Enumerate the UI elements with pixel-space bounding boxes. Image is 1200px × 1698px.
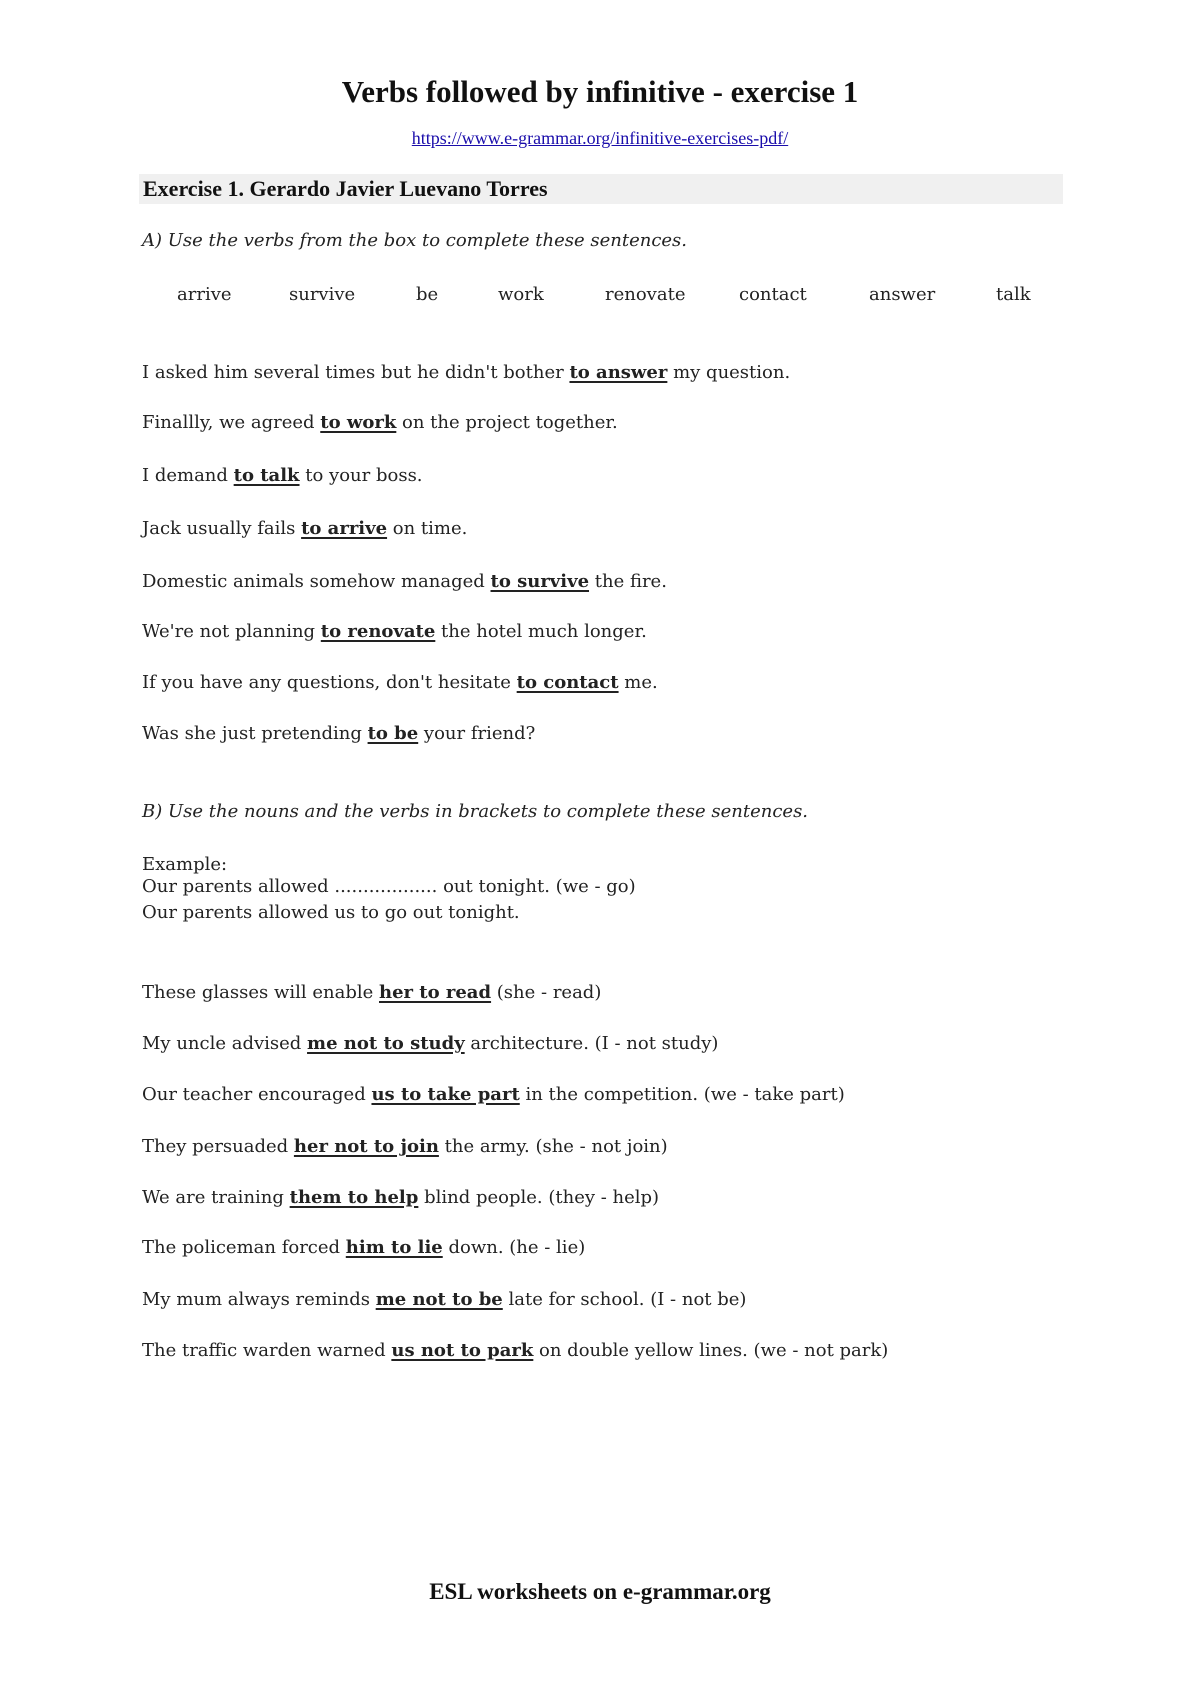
part-a-sentence-4: [142, 517, 467, 541]
sentence-text: on the project together.: [396, 412, 618, 433]
sentence-text: the army. (she - not join): [438, 1136, 668, 1157]
answer-text: to contact: [516, 672, 619, 693]
part-a-sentence-6: [142, 620, 647, 644]
answer-text: to arrive: [301, 518, 388, 539]
word-box-item: work: [498, 284, 544, 305]
example-label: Example:: [142, 854, 228, 875]
answer-text: us to take part: [371, 1084, 520, 1105]
verb-word-box: [142, 284, 1062, 310]
exercise-header: Exercise 1. Gerardo Javier Luevano Torres: [139, 174, 1063, 204]
answer-text: to renovate: [320, 621, 436, 642]
word-box-item: arrive: [177, 284, 232, 305]
page-title: Verbs followed by infinitive - exercise 1: [341, 74, 859, 109]
example-answer: Our parents allowed us to go out tonight.: [142, 902, 520, 923]
page-footer: ESL worksheets on e-grammar.org: [429, 1579, 771, 1604]
part-a-sentence-1: [142, 361, 790, 385]
answer-text: her to read: [379, 982, 492, 1003]
sentence-text: I demand: [142, 465, 234, 486]
sentence-text: We are training: [142, 1187, 290, 1208]
sentence-text: If you have any questions, don't hesitate: [142, 672, 517, 693]
word-box-item: survive: [289, 284, 356, 305]
answer-text: to talk: [233, 465, 300, 486]
word-box-item: renovate: [605, 284, 686, 305]
answer-text: her not to join: [293, 1136, 439, 1157]
sentence-text: My mum always reminds: [142, 1289, 376, 1310]
word-box-item: contact: [739, 284, 807, 305]
part-a-sentence-2: [142, 411, 618, 435]
part-b-sentence-3: [142, 1083, 845, 1107]
sentence-text: The policeman forced: [142, 1237, 346, 1258]
sentence-text: blind people. (they - help): [418, 1187, 660, 1208]
sentence-text: late for school. (I - not be): [502, 1289, 747, 1310]
sentence-text: We're not planning: [142, 621, 321, 642]
sentence-text: I asked him several times but he didn't bother: [142, 362, 570, 383]
source-link[interactable]: https://www.e-grammar.org/infinitive-exercises-pdf/: [411, 128, 789, 148]
part-a-sentence-7: [142, 671, 658, 695]
answer-text: to survive: [490, 571, 590, 592]
sentence-text: Our teacher encouraged: [142, 1084, 372, 1105]
answer-text: me not to be: [375, 1289, 503, 1310]
answer-text: me not to study: [307, 1033, 465, 1054]
source-url: [0, 128, 1200, 149]
answer-text: to be: [367, 723, 419, 744]
answer-text: them to help: [289, 1187, 419, 1208]
answer-text: us not to park: [391, 1340, 534, 1361]
sentence-text: in the competition. (we - take part): [519, 1084, 845, 1105]
word-box-item: be: [416, 284, 439, 305]
sentence-text: the hotel much longer.: [435, 621, 647, 642]
word-box-item: answer: [869, 284, 936, 305]
sentence-text: (she - read): [491, 982, 602, 1003]
sentence-text: on double yellow lines. (we - not park): [533, 1340, 889, 1361]
word-box-item: talk: [996, 284, 1031, 305]
sentence-text: My uncle advised: [142, 1033, 308, 1054]
part-b-sentence-6: [142, 1236, 585, 1260]
part-a-sentence-3: [142, 464, 423, 488]
answer-text: to work: [320, 412, 397, 433]
sentence-text: down. (he - lie): [442, 1237, 586, 1258]
part-b-instruction: B) Use the nouns and the verbs in brackets to complete these sentences.: [142, 801, 809, 822]
part-b-sentence-5: [142, 1186, 659, 1210]
sentence-text: your friend?: [418, 723, 536, 744]
part-b-sentence-1: [142, 981, 601, 1005]
sentence-text: on time.: [387, 518, 468, 539]
sentence-text: my question.: [667, 362, 791, 383]
sentence-text: The traffic warden warned: [142, 1340, 392, 1361]
part-a-instruction: A) Use the verbs from the box to complete these sentences.: [142, 230, 688, 251]
sentence-text: Domestic animals somehow managed: [142, 571, 491, 592]
sentence-text: the fire.: [589, 571, 667, 592]
part-b-sentence-7: [142, 1288, 746, 1312]
sentence-text: Was she just pretending: [142, 723, 368, 744]
sentence-text: They persuaded: [142, 1136, 294, 1157]
part-a-sentence-5: [142, 570, 667, 594]
sentence-text: me.: [618, 672, 658, 693]
sentence-text: to your boss.: [299, 465, 423, 486]
answer-text: him to lie: [345, 1237, 443, 1258]
sentence-text: These glasses will enable: [142, 982, 379, 1003]
sentence-text: Jack usually fails: [142, 518, 302, 539]
example-block: [142, 854, 636, 924]
part-a-sentence-8: [142, 722, 535, 746]
part-b-sentence-8: [142, 1339, 888, 1363]
part-b-sentence-4: [142, 1135, 668, 1159]
answer-text: to answer: [569, 362, 668, 383]
example-question: Our parents allowed .................. out tonight. (we - go): [142, 876, 636, 897]
sentence-text: Finallly, we agreed: [142, 412, 321, 433]
part-b-sentence-2: [142, 1032, 718, 1056]
sentence-text: architecture. (I - not study): [464, 1033, 719, 1054]
